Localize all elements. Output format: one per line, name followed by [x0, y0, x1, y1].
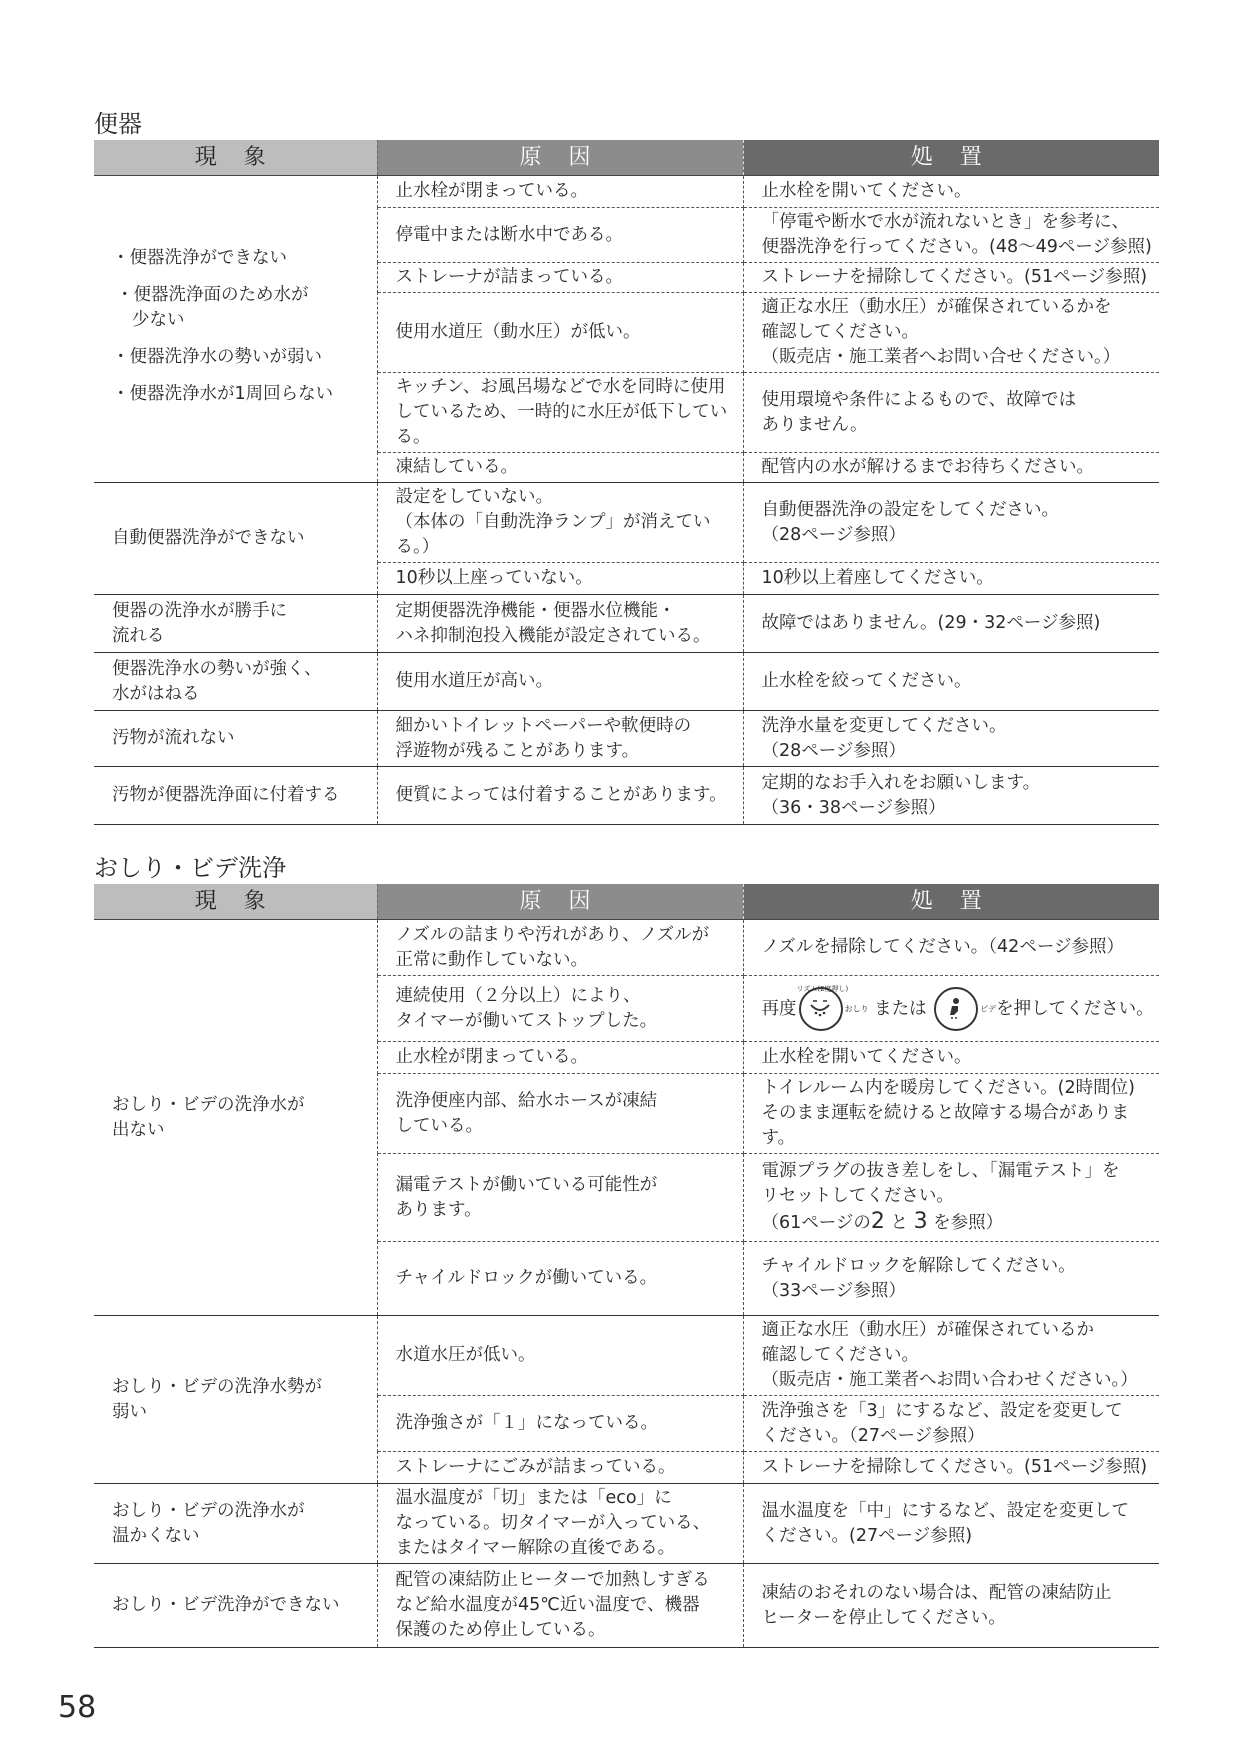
remedy-cell — [743, 483, 1159, 563]
cause-line: 細かいトイレットペーパーや軟便時の — [395, 715, 692, 736]
symptom-cell — [94, 595, 377, 653]
cause-line: キッチン、お風呂場などで水を同時に使用 — [395, 377, 726, 397]
bidet-troubleshooting-table — [94, 884, 1159, 1648]
remedy-line: （36・38ページ参照） — [761, 797, 946, 818]
remedy-cell — [743, 767, 1159, 825]
remedy-line: 故障ではありません。(29・32ページ参照) — [761, 613, 1101, 633]
remedy-cell — [743, 711, 1159, 767]
table-row — [94, 1316, 1159, 1396]
remedy-cell — [743, 1396, 1159, 1452]
symptom-line: 出ない — [112, 1119, 165, 1140]
table-row — [94, 920, 1159, 976]
symptom-line: 汚物が流れない — [112, 728, 235, 748]
remedy-line: そのまま運転を続けると故障する場合があります。 — [761, 1103, 1129, 1148]
header-remedy: 処 置 — [743, 884, 1159, 920]
bidet-label: ビデ — [980, 1004, 997, 1013]
symptom-text: ・便器洗浄水が1周回らない — [112, 383, 334, 404]
cause-cell — [377, 453, 743, 483]
symptom-line: 流れる — [112, 625, 165, 646]
symptom-line: おしり・ビデの洗浄水が — [112, 1094, 305, 1115]
cause-line: 便質によっては付着することがあります。 — [395, 785, 727, 805]
remedy-cell — [743, 1452, 1159, 1484]
remedy-line: 適正な水圧（動水圧）が確保されているか — [761, 1320, 1094, 1340]
cause-cell — [377, 563, 743, 595]
remedy-text: を参照） — [927, 1213, 1004, 1233]
cause-line: チャイルドロックが働いている。 — [395, 1268, 658, 1288]
symptom-line: 水がはねる — [112, 683, 200, 704]
cause-cell — [377, 711, 743, 767]
remedy-line: リセットしてください。 — [761, 1186, 954, 1206]
cause-line: 連続使用（２分以上）により、 — [395, 985, 641, 1006]
cause-line: あります。 — [395, 1199, 482, 1220]
cause-line: しているため、一時的に水圧が低下している。 — [395, 402, 728, 447]
cause-line: 正常に動作していない。 — [395, 949, 588, 970]
section-title-toilet: 便器 — [94, 110, 142, 138]
cause-line: 凍結している。 — [395, 457, 518, 477]
cause-line: またはタイマー解除の直後である。 — [395, 1538, 676, 1558]
remedy-line: 10秒以上着座してください。 — [761, 568, 994, 588]
remedy-line: 温水温度を「中」にするなど、設定を変更して — [761, 1500, 1129, 1521]
symptom-cell — [94, 176, 377, 483]
cause-cell — [377, 1042, 743, 1074]
cause-line: （本体の「自動洗浄ランプ」が消えている。） — [395, 512, 711, 557]
remedy-cell — [743, 373, 1159, 453]
remedy-line: ください。(27ページ参照) — [761, 1525, 973, 1546]
symptom-cell — [94, 1484, 377, 1564]
cause-cell — [377, 263, 743, 293]
section-title-bidet: おしり・ビデ洗浄 — [94, 854, 286, 882]
header-cause: 原 因 — [377, 884, 743, 920]
remedy-line: （28ページ参照） — [761, 524, 906, 545]
symptom-cell — [94, 1564, 377, 1648]
step-number: 3 — [913, 1209, 928, 1234]
remedy-line: （28ページ参照） — [761, 740, 906, 761]
remedy-cell — [743, 293, 1159, 373]
cause-line: タイマーが働いてストップした。 — [395, 1010, 658, 1031]
remedy-line: ノズルを掃除してください。（42ページ参照） — [761, 937, 1124, 957]
cause-line: なっている。切タイマーが入っている、 — [395, 1513, 711, 1533]
remedy-line: ストレーナを掃除してください。(51ページ参照) — [761, 1457, 1148, 1477]
cause-line: している。 — [395, 1115, 483, 1136]
cause-cell — [377, 920, 743, 976]
cause-line: 設定をしていない。 — [395, 487, 553, 507]
cause-line: ストレーナが詰まっている。 — [395, 267, 623, 287]
symptom-cell — [94, 483, 377, 595]
remedy-line — [761, 984, 1156, 1031]
remedy-cell — [743, 1242, 1159, 1316]
remedy-text: または — [868, 998, 933, 1019]
rhythm-label: リズム(2度押し) — [796, 984, 849, 993]
remedy-cell — [743, 563, 1159, 595]
bidet-button-icon — [934, 987, 978, 1031]
remedy-line: 「停電や断水で水が流れないとき」を参考に、 — [761, 212, 1129, 232]
remedy-cell — [743, 208, 1159, 263]
cause-line: 使用水道圧が高い。 — [395, 671, 553, 691]
remedy-cell — [743, 176, 1159, 208]
remedy-line: トイレルーム内を暖房してください。(2時間位) — [761, 1078, 1135, 1098]
table-row — [94, 767, 1159, 825]
remedy-text: 再度 — [761, 998, 797, 1019]
remedy-cell — [743, 920, 1159, 976]
cause-cell — [377, 976, 743, 1042]
step-number: 2 — [870, 1209, 885, 1234]
symptom-line: 便器の洗浄水が勝手に — [112, 600, 287, 621]
remedy-line: （販売店・施工業者へお問い合わせください。） — [761, 1370, 1138, 1390]
remedy-cell — [743, 1154, 1159, 1242]
symptom-line: 汚物が便器洗浄面に付着する — [112, 785, 340, 805]
cause-line: ストレーナにごみが詰まっている。 — [395, 1457, 676, 1477]
remedy-line — [762, 1209, 1156, 1236]
cause-line: 定期便器洗浄機能・便器水位機能・ — [395, 600, 676, 621]
symptom-cell — [94, 711, 377, 767]
remedy-cell — [743, 1564, 1159, 1648]
remedy-line: ストレーナを掃除してください。(51ページ参照) — [761, 267, 1148, 287]
remedy-line: 使用環境や条件によるもので、故障では — [761, 389, 1077, 410]
remedy-line: 洗浄水量を変更してください。 — [761, 715, 1007, 736]
symptom-line: おしり・ビデの洗浄水勢が — [112, 1376, 322, 1397]
symptom-line: おしり・ビデの洗浄水が — [112, 1500, 305, 1521]
remedy-line: 便器洗浄を行ってください。(48〜49ページ参照) — [761, 237, 1152, 257]
cause-line: ノズルの詰まりや汚れがあり、ノズルが — [395, 924, 710, 945]
rhythm-oshiri-button-icon — [796, 984, 849, 1031]
remedy-cell — [743, 976, 1159, 1042]
symptom-cell — [94, 767, 377, 825]
remedy-cell — [743, 595, 1159, 653]
remedy-line: 配管内の水が解けるまでお待ちください。 — [761, 457, 1094, 477]
remedy-line: （販売店・施工業者へお問い合せください。） — [761, 347, 1121, 367]
cause-line: 止水栓が閉まっている。 — [395, 1047, 588, 1067]
remedy-line: 適正な水圧（動水圧）が確保されているかを — [761, 297, 1112, 317]
cause-line: 使用水道圧（動水圧）が低い。 — [395, 322, 641, 342]
remedy-cell — [743, 1484, 1159, 1564]
cause-cell — [377, 1154, 743, 1242]
symptom-line: おしり・ビデ洗浄ができない — [112, 1595, 340, 1615]
cause-cell — [377, 176, 743, 208]
toilet-troubleshooting-table — [94, 140, 1159, 825]
cause-cell — [377, 653, 743, 711]
cause-line: 洗浄便座内部、給水ホースが凍結 — [395, 1090, 658, 1111]
page-number: 58 — [58, 1690, 97, 1725]
cause-cell — [377, 1484, 743, 1564]
header-symptom: 現 象 — [94, 884, 377, 920]
cause-line: など給水温度が45℃近い温度で、機器 — [395, 1595, 700, 1615]
cause-cell — [377, 1074, 743, 1154]
cause-cell — [377, 1396, 743, 1452]
cause-cell — [377, 1242, 743, 1316]
cause-cell — [377, 208, 743, 263]
remedy-line: ヒーターを停止してください。 — [761, 1607, 1006, 1628]
table-row — [94, 483, 1159, 563]
cause-cell — [377, 293, 743, 373]
remedy-cell — [743, 1042, 1159, 1074]
remedy-line: 電源プラグの抜き差しをし、「漏電テスト」を — [761, 1161, 1120, 1181]
table-row — [94, 176, 1159, 208]
symptom-cell — [94, 653, 377, 711]
remedy-line: 凍結のおそれのない場合は、配管の凍結防止 — [761, 1582, 1112, 1603]
oshiri-label: おしり — [844, 1004, 869, 1013]
remedy-line: 確認してください。 — [761, 322, 919, 342]
cause-cell — [377, 1316, 743, 1396]
cause-cell — [377, 767, 743, 825]
cause-line: 保護のため停止している。 — [395, 1620, 606, 1640]
remedy-line: 定期的なお手入れをお願いします。 — [761, 772, 1041, 793]
cause-cell — [377, 373, 743, 453]
cause-cell — [377, 595, 743, 653]
header-cause: 原 因 — [377, 140, 743, 176]
cause-line: 止水栓が閉まっている。 — [395, 181, 588, 201]
symptom-line: 弱い — [112, 1401, 147, 1422]
symptom-line: ・便器洗浄面のため水が — [116, 284, 309, 305]
cause-line: 浮遊物が残ることがあります。 — [395, 740, 640, 761]
remedy-cell — [743, 453, 1159, 483]
symptom-line: 自動便器洗浄ができない — [112, 528, 305, 548]
symptom-text — [112, 283, 371, 333]
cause-line: 水道水圧が低い。 — [395, 1345, 536, 1365]
remedy-line: チャイルドロックを解除してください。 — [761, 1255, 1076, 1276]
remedy-line: ありません。 — [761, 414, 868, 435]
cause-line: 漏電テストが働いている可能性が — [395, 1174, 658, 1195]
cause-line: 洗浄強さが「１」になっている。 — [395, 1413, 658, 1433]
cause-line: 10秒以上座っていない。 — [395, 568, 593, 588]
cause-cell — [377, 1452, 743, 1484]
table-row — [94, 1564, 1159, 1648]
remedy-line: 止水栓を絞ってください。 — [761, 671, 972, 691]
header-remedy: 処 置 — [743, 140, 1159, 176]
cause-line: 温水温度が「切」または「eco」に — [395, 1488, 672, 1508]
cause-line: 停電中または断水中である。 — [395, 224, 623, 245]
remedy-cell — [743, 653, 1159, 711]
remedy-line: 自動便器洗浄の設定をしてください。 — [761, 499, 1059, 520]
symptom-text: ・便器洗浄ができない — [112, 247, 287, 268]
remedy-line: 止水栓を開いてください。 — [761, 1047, 972, 1067]
table-row — [94, 653, 1159, 711]
remedy-cell — [743, 1074, 1159, 1154]
header-symptom: 現 象 — [94, 140, 377, 176]
remedy-line: ください。（27ページ参照） — [761, 1425, 985, 1446]
cause-line: 配管の凍結防止ヒーターで加熱しすぎる — [395, 1570, 710, 1590]
symptom-text: ・便器洗浄水の勢いが弱い — [112, 346, 322, 367]
remedy-line: （33ページ参照） — [761, 1280, 906, 1301]
cause-line: ハネ抑制泡投入機能が設定されている。 — [395, 625, 711, 646]
symptom-line: 少ない — [132, 309, 185, 330]
symptom-line: 便器洗浄水の勢いが強く、 — [112, 658, 322, 679]
remedy-line: 洗浄強さを「3」にするなど、設定を変更して — [761, 1400, 1123, 1421]
symptom-line: 温かくない — [112, 1525, 200, 1546]
table-row — [94, 711, 1159, 767]
table-row — [94, 595, 1159, 653]
remedy-text: を押してください。 — [996, 998, 1154, 1019]
remedy-line: 止水栓を開いてください。 — [761, 181, 972, 201]
remedy-text: と — [884, 1213, 914, 1233]
remedy-cell — [743, 1316, 1159, 1396]
remedy-cell — [743, 263, 1159, 293]
table-row — [94, 1484, 1159, 1564]
cause-cell — [377, 1564, 743, 1648]
symptom-cell — [94, 920, 377, 1316]
remedy-line: 確認してください。 — [761, 1345, 919, 1365]
symptom-cell — [94, 1316, 377, 1484]
remedy-text: （61ページの — [761, 1213, 871, 1233]
cause-cell — [377, 483, 743, 563]
